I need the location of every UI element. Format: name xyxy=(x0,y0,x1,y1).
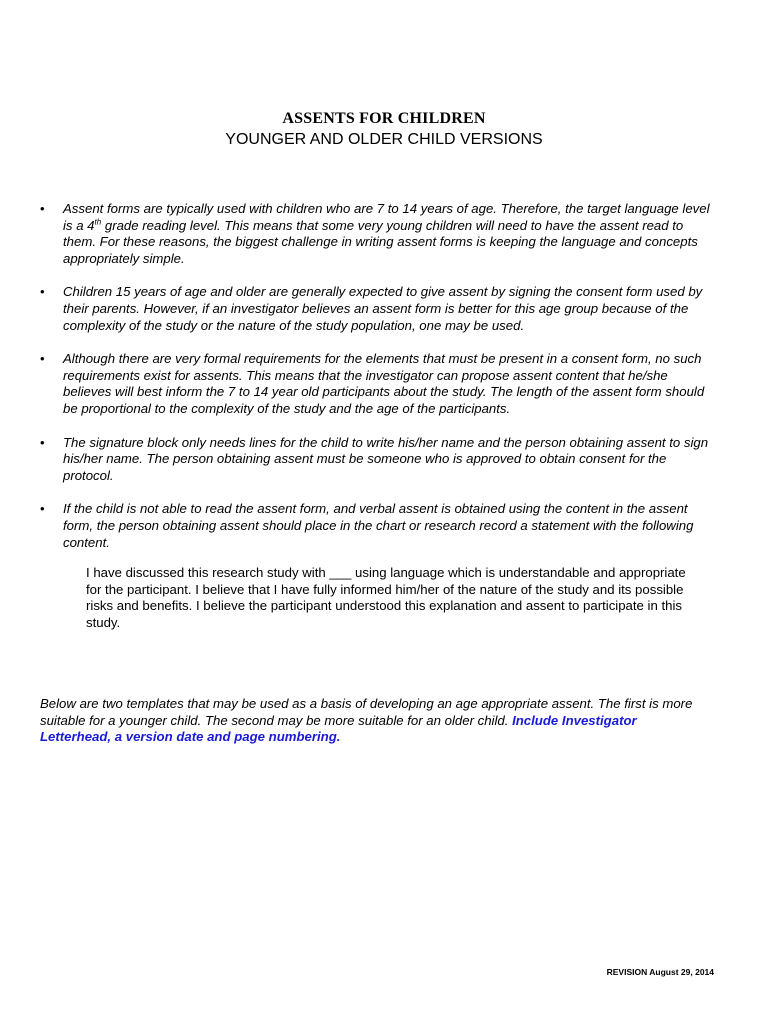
verbal-assent-statement: I have discussed this research study with ___ using language which is understandable and appropriate for the participant. I believe that I have fully informed him/her of the nature of the study and its possible risks and benefits. I believe the participant understood this explanation and assent to participate in this study. xyxy=(86,565,686,630)
bullet-icon: • xyxy=(40,501,45,517)
bullet-item-requirements xyxy=(40,351,710,417)
bullet-text: Assent forms are typically used with children who are 7 to 14 years of age. Therefore, the target language level is a 4 xyxy=(63,201,710,233)
bullet-item-age-range xyxy=(40,201,710,267)
bullet-item-older-children xyxy=(40,284,710,334)
letterhead-instruction: Include Investigator Letterhead, a version date and page numbering. xyxy=(40,712,637,745)
bullet-text-continued: grade reading level. This means that some very young children will need to have the assent read to them. For these reasons, the biggest challenge in writing assent forms is keeping the language and concepts appropriately simple. xyxy=(63,217,698,266)
bullet-text: If the child is not able to read the assent form, and verbal assent is obtained using the content in the assent form, the person obtaining assent should place in the chart or research record a statement with the following content. xyxy=(63,501,694,550)
templates-intro-paragraph xyxy=(40,696,710,746)
bullet-text: Although there are very formal requirements for the elements that must be present in a consent form, no such requirements exist for assents. This means that the investigator can propose assent content that he/she believes will best inform the 7 to 14 year old participants about the study. The length of the assent form should be proportional to the complexity of the study and the age of the participants. xyxy=(63,351,705,416)
bullet-icon: • xyxy=(40,434,45,450)
guidance-bullet-list xyxy=(40,201,710,568)
bullet-icon: • xyxy=(40,351,45,367)
document-subtitle: YOUNGER AND OLDER CHILD VERSIONS xyxy=(225,131,543,148)
bullet-item-verbal-assent xyxy=(40,501,710,551)
revision-date: REVISION August 29, 2014 xyxy=(606,967,714,977)
bullet-icon: • xyxy=(40,201,45,216)
ordinal-suffix: th xyxy=(94,217,102,227)
bullet-text: The signature block only needs lines for the child to write his/her name and the person obtaining assent to sign his/her name. The person obtaining assent must be someone who is approved to obtain consent for the protocol. xyxy=(63,434,709,483)
templates-intro-text: Below are two templates that may be used as a basis of developing an age appropriate assent. The first is more suitable for a younger child. The second may be more suitable for an older child. xyxy=(40,696,693,728)
bullet-text: Children 15 years of age and older are generally expected to give assent by signing the consent form used by their parents. However, if an investigator believes an assent form is better for this age group because of the complexity of the study or the nature of the study population, one may be used. xyxy=(63,284,703,333)
bullet-item-signature-block xyxy=(40,435,710,485)
bullet-icon: • xyxy=(40,284,45,300)
document-title: ASSENTS FOR CHILDREN xyxy=(282,110,486,127)
